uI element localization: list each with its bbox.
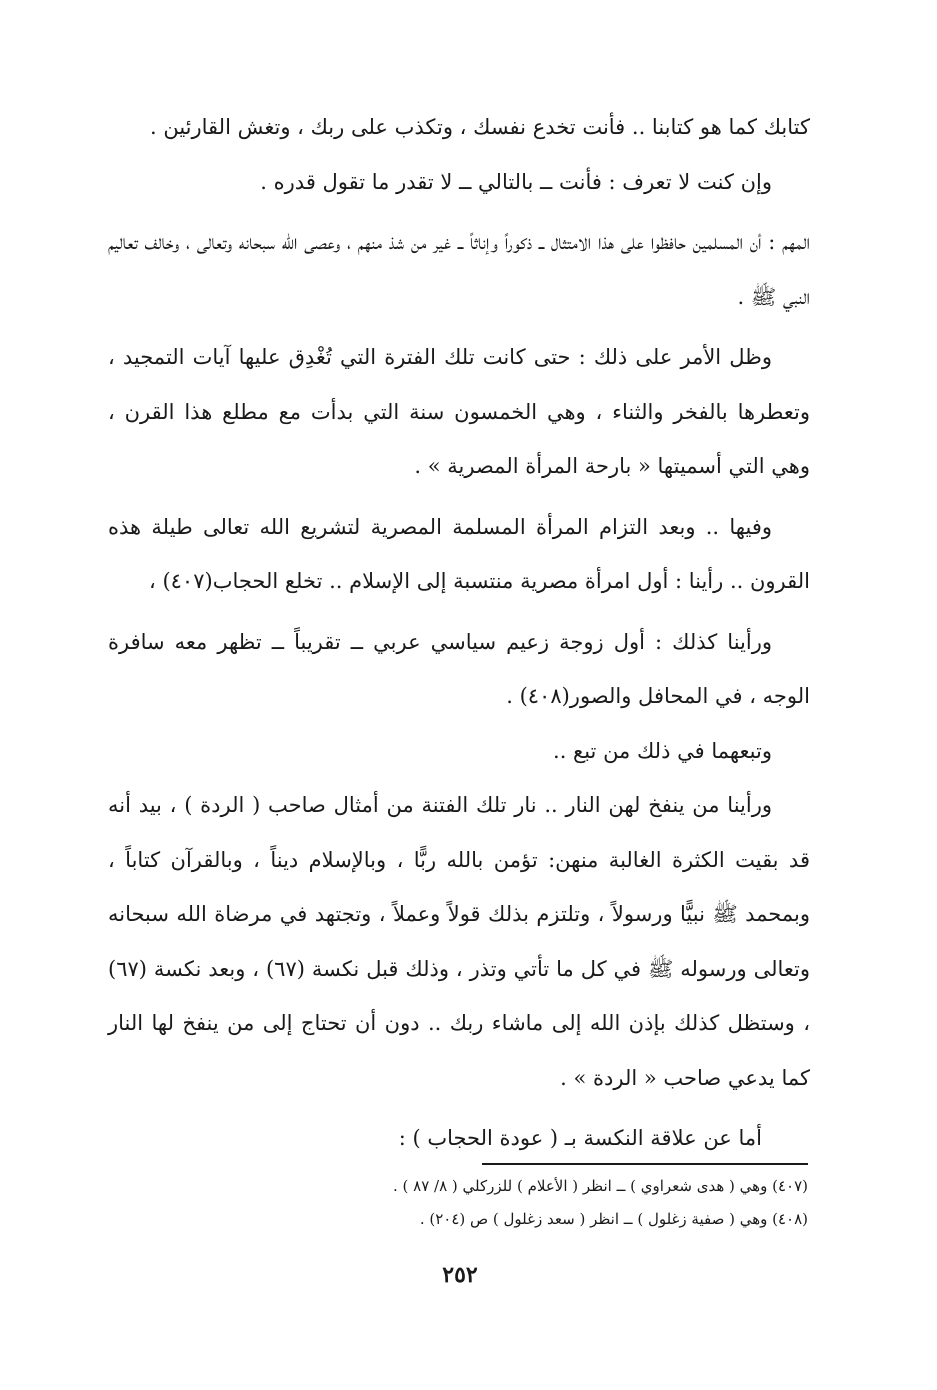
paragraph-followed-by: وتبعهما في ذلك من تبع ..: [553, 738, 772, 763]
paragraph-in-it: وفيها .. وبعد التزام المرأة المسلمة المصرية لتشريع الله تعالى طيلة هذه القرون .. رأينا : أول امرأة مصرية منتسبة إلى الإسلام .. تخلع الحجاب(٤٠٧) ،: [108, 514, 810, 593]
footnote-408: (٤٠٨) وهي ( صفية زغلول ) ــ انظر ( سعد زغلول ) ص (٢٠٤) .: [419, 1210, 808, 1228]
paragraph-if-you-dont-know: وإن كنت لا تعرف : فأنت ــ بالتالي ــ لا تقدر ما تقول قدره .: [260, 169, 772, 194]
paragraph-continuation: كتابك كما هو كتابنا .. فأنت تخدع نفسك ، وتكذب على ربك ، وتغش القارئين .: [149, 115, 810, 139]
footnotes: [300, 1170, 808, 1236]
page-number: ٢٥٢: [442, 1262, 478, 1288]
footnote-407: (٤٠٧) وهي ( هدى شعراوي ) ــ انظر ( الأعلام ) للزركلي ( ٨/ ٨٧ ) .: [392, 1177, 808, 1195]
main-text: [108, 100, 810, 1166]
paragraph-we-also-saw: ورأينا كذلك : أول زوجة زعيم سياسي عربي ــ تقريباً ــ تظهر معه سافرة الوجه ، في المحافل والصور(٤٠٨) .: [108, 629, 810, 708]
paragraph-the-matter-remained: وظل الأمر على ذلك : حتى كانت تلك الفترة التي تُغْدِق عليها آيات التمجيد ، وتعطرها بالفخر والثناء ، وهي الخمسون سنة التي بدأت مع مطلع هذا القرن ، وهي التي أسميتها « بارحة المرأة المصرية » .: [108, 345, 810, 478]
paragraph-fanning-the-fire: ورأينا من ينفخ لهن النار .. نار تلك الفتنة من أمثال صاحب ( الردة ) ، بيد أنه قد بقيت الكثرة الغالبة منهن: تؤمن بالله ربًّا ، وبالإسلام ديناً ، وبالقرآن كتاباً ، وبمحمد ﷺ نبيًّا ورسولاً ، وتلتزم بذلك قولاً وعملاً ، وتجتهد في مرضاة الله سبحانه وتعالى ورسوله ﷺ في كل ما تأتي وتذر ، وذلك قبل نكسة (٦٧) ، وبعد نكسة (٦٧) ، وستظل كذلك بإذن الله إلى ماشاء ربك .. دون أن تحتاج إلى من ينفخ لها النار كما يدعي صاحب « الردة » .: [108, 793, 810, 1090]
paragraph-relation-of-setback: أما عن علاقة النكسة بـ ( عودة الحجاب ) :: [398, 1126, 762, 1150]
footnote-divider: [482, 1163, 808, 1165]
paragraph-the-important-thing: المهم : أن المسلمين حافظوا على هذا الامتثال ــ ذكوراً وإناثاً ــ غير من شذ منهم ، وعصى الله سبحانه وتعالى ، وخالف تعاليم النبي ﷺ .: [108, 230, 810, 309]
